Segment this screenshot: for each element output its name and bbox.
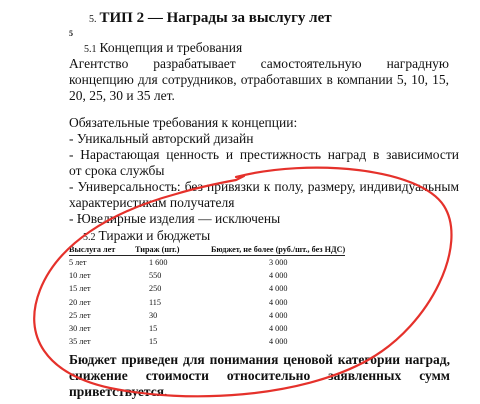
section-heading: [89, 10, 332, 27]
table-header-row: [69, 244, 345, 256]
table-cell: 25 лет: [69, 310, 91, 320]
column-header: Бюджет, не более (руб./шт., без НДС): [211, 245, 346, 254]
table-cell: 4 000: [269, 310, 288, 320]
table-cell: 15 лет: [69, 284, 91, 294]
table-cell: 1 600: [149, 258, 168, 268]
table-row: [69, 282, 345, 295]
subsection-heading-budgets: [83, 228, 210, 244]
table-cell: 4 000: [269, 337, 288, 347]
table-cell: 35 лет: [69, 337, 91, 347]
column-header: Тираж (шт.): [135, 244, 211, 256]
subsection-number: 5.1: [84, 44, 97, 55]
note-line: снижение стоимости относительно заявленных сумм: [69, 368, 450, 383]
table-cell: 15: [149, 324, 158, 334]
table-cell: 15: [149, 337, 158, 347]
table-cell: 5 лет: [69, 258, 87, 268]
subsection-title: Концепция и требования: [99, 40, 243, 55]
budget-note: [69, 352, 450, 400]
concept-paragraph: Агентство разрабатывает самостоятельную наградную концепцию для сотрудников, отработавших в компании 5, 10, 15, 20, 25, 30 и 35 лет.: [69, 56, 449, 103]
table-cell: 4 000: [269, 284, 288, 294]
table-row: [69, 309, 345, 322]
note-line: Бюджет приведен для понимания ценовой категории наград,: [69, 352, 450, 367]
table-cell: 10 лет: [69, 271, 91, 281]
table-cell: 4 000: [269, 271, 288, 281]
table-cell: 30: [149, 310, 158, 320]
table-row: [69, 322, 345, 335]
table-row: [69, 296, 345, 309]
table-row: [69, 335, 345, 348]
budget-table: [69, 244, 345, 348]
requirement-item: - Ювелирные изделия — исключены: [69, 211, 281, 226]
table-row: [69, 269, 345, 282]
table-cell: 550: [149, 271, 162, 281]
table-cell: 115: [149, 297, 161, 307]
note-line: приветствуется.: [69, 384, 168, 399]
table-cell: 30 лет: [69, 324, 91, 334]
subsection-title: Тиражи и бюджеты: [98, 228, 211, 243]
table-cell: 4 000: [269, 297, 288, 307]
subsection-heading-concept: [84, 40, 242, 56]
table-cell: 4 000: [269, 324, 288, 334]
requirement-item-continued: от срока службы: [69, 163, 165, 178]
requirement-item: - Нарастающая ценность и престижность наград в зависимости: [69, 147, 459, 162]
table-cell: 3 000: [269, 258, 288, 268]
requirements-intro: Обязательные требования к концепции:: [69, 115, 298, 130]
requirements-list: [69, 115, 459, 227]
column-header: Выслуга лет: [69, 244, 135, 256]
requirement-item: - Уникальный авторский дизайн: [69, 131, 254, 146]
section-title: ТИП 2 — Награды за выслугу лет: [99, 10, 332, 26]
subsection-number: 5.2: [83, 232, 96, 243]
table-row: [69, 256, 345, 270]
requirement-item-continued: характеристикам получателя: [69, 195, 235, 210]
section-number: 5.: [89, 14, 97, 25]
table-cell: 20 лет: [69, 297, 91, 307]
table-cell: 250: [149, 284, 162, 294]
stray-mark: 5: [69, 29, 73, 38]
requirement-item: - Универсальность: без привязки к полу, размеру, индивидуальным: [69, 179, 459, 194]
